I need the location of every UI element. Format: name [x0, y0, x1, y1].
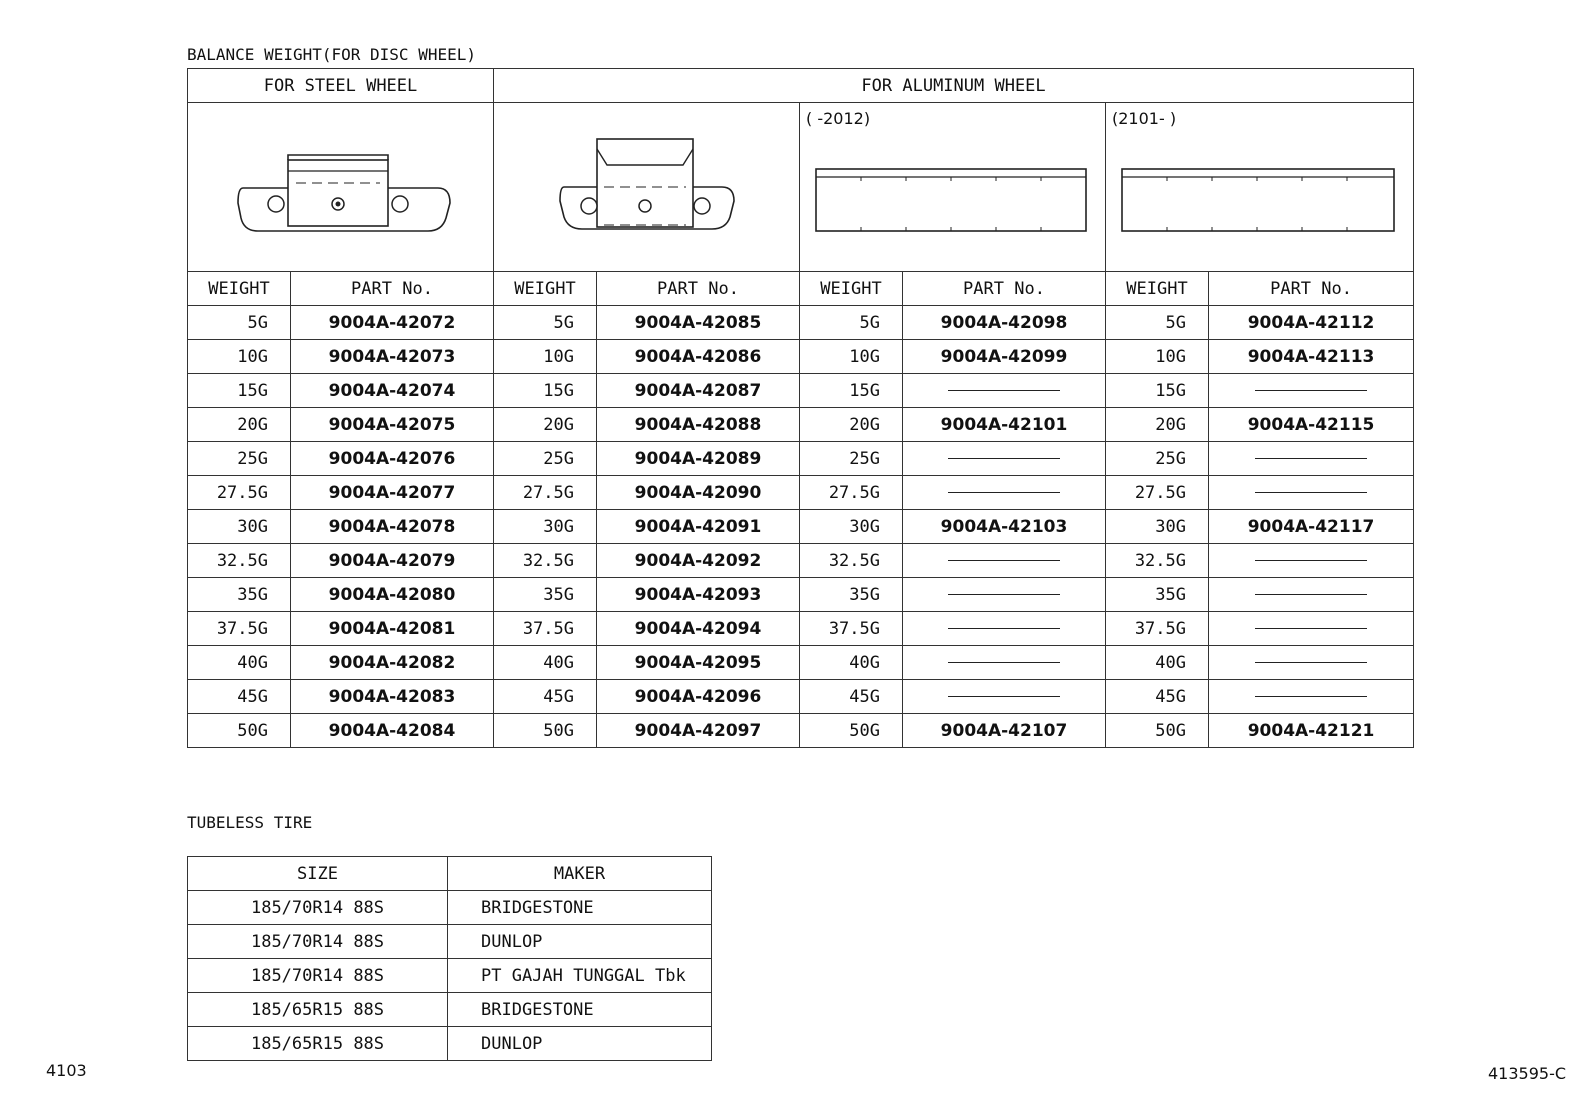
part-number-cell: 9004A-42098: [903, 306, 1106, 340]
part-number-cell: 9004A-42085: [597, 306, 800, 340]
part-number-cell: 9004A-42086: [597, 340, 800, 374]
part-number-empty: [903, 680, 1106, 714]
maker-column-header: MAKER: [448, 857, 712, 891]
tire-size-cell: 185/65R15 88S: [188, 993, 448, 1027]
part-number-cell: 9004A-42076: [291, 442, 494, 476]
part-number-cell: 9004A-42093: [597, 578, 800, 612]
part-number-empty: [1209, 646, 1414, 680]
tire-size-cell: 185/70R14 88S: [188, 959, 448, 993]
weight-cell: 5G: [188, 306, 291, 340]
not-available-dash: [948, 492, 1060, 493]
table-row: [188, 1027, 712, 1061]
date-range-label: (2101- ): [1112, 109, 1177, 128]
table-row: [188, 340, 1414, 374]
weight-cell: 40G: [494, 646, 597, 680]
weight-cell: 32.5G: [1106, 544, 1209, 578]
weight-cell: 35G: [188, 578, 291, 612]
weight-cell: 45G: [494, 680, 597, 714]
not-available-dash: [948, 594, 1060, 595]
part-number-cell: 9004A-42112: [1209, 306, 1414, 340]
part-number-cell: 9004A-42101: [903, 408, 1106, 442]
part-number-empty: [903, 374, 1106, 408]
weight-cell: 35G: [494, 578, 597, 612]
tire-size-cell: 185/70R14 88S: [188, 891, 448, 925]
part-number-cell: 9004A-42087: [597, 374, 800, 408]
table-row: [188, 510, 1414, 544]
tire-maker-cell: DUNLOP: [448, 925, 712, 959]
weight-cell: 40G: [188, 646, 291, 680]
weight-cell: 37.5G: [494, 612, 597, 646]
tire-size-cell: 185/65R15 88S: [188, 1027, 448, 1061]
part-number-cell: 9004A-42091: [597, 510, 800, 544]
not-available-dash: [1255, 560, 1367, 561]
weight-cell: 20G: [188, 408, 291, 442]
weight-cell: 10G: [800, 340, 903, 374]
weight-column-header: WEIGHT: [800, 272, 903, 306]
table-row: [188, 374, 1414, 408]
part-number-cell: 9004A-42113: [1209, 340, 1414, 374]
part-number-empty: [903, 544, 1106, 578]
part-number-cell: 9004A-42081: [291, 612, 494, 646]
weight-cell: 50G: [494, 714, 597, 748]
weight-cell: 45G: [800, 680, 903, 714]
steel-clip-weight-illustration: [188, 103, 494, 272]
table-row: [188, 646, 1414, 680]
weight-cell: 40G: [800, 646, 903, 680]
weight-cell: 20G: [800, 408, 903, 442]
not-available-dash: [1255, 390, 1367, 391]
part-number-empty: [1209, 544, 1414, 578]
not-available-dash: [1255, 696, 1367, 697]
weight-cell: 37.5G: [1106, 612, 1209, 646]
table-row: [188, 408, 1414, 442]
weight-cell: 25G: [188, 442, 291, 476]
adhesive-weight-illustration: [800, 103, 1106, 272]
date-range-label: ( -2012): [806, 109, 871, 128]
weight-cell: 35G: [800, 578, 903, 612]
page-number: 4103: [46, 1061, 87, 1080]
weight-cell: 30G: [1106, 510, 1209, 544]
tire-maker-cell: PT GAJAH TUNGGAL Tbk: [448, 959, 712, 993]
aluminum-wheel-header: FOR ALUMINUM WHEEL: [494, 69, 1414, 103]
table-row: [188, 891, 712, 925]
part-number-empty: [1209, 442, 1414, 476]
part-number-cell: 9004A-42072: [291, 306, 494, 340]
part-number-cell: 9004A-42090: [597, 476, 800, 510]
tire-maker-cell: DUNLOP: [448, 1027, 712, 1061]
weight-cell: 30G: [800, 510, 903, 544]
weight-cell: 25G: [1106, 442, 1209, 476]
balance-weight-title: BALANCE WEIGHT(FOR DISC WHEEL): [187, 45, 476, 64]
not-available-dash: [948, 662, 1060, 663]
weight-cell: 5G: [494, 306, 597, 340]
table-row: [188, 544, 1414, 578]
part-number-cell: 9004A-42095: [597, 646, 800, 680]
adhesive-weight-illustration-cell-b: [1106, 103, 1414, 272]
part-number-cell: 9004A-42103: [903, 510, 1106, 544]
weight-column-header: WEIGHT: [188, 272, 291, 306]
not-available-dash: [1255, 492, 1367, 493]
table-row: [188, 714, 1414, 748]
part-number-empty: [903, 646, 1106, 680]
not-available-dash: [1255, 662, 1367, 663]
part-number-empty: [903, 442, 1106, 476]
weight-cell: 15G: [188, 374, 291, 408]
table-row: [188, 959, 712, 993]
part-number-cell: 9004A-42078: [291, 510, 494, 544]
part-no-column-header: PART No.: [597, 272, 800, 306]
part-number-cell: 9004A-42088: [597, 408, 800, 442]
weight-cell: 50G: [800, 714, 903, 748]
part-number-cell: 9004A-42080: [291, 578, 494, 612]
not-available-dash: [948, 390, 1060, 391]
part-no-column-header: PART No.: [291, 272, 494, 306]
part-number-cell: 9004A-42117: [1209, 510, 1414, 544]
table-row: [188, 993, 712, 1027]
weight-cell: 5G: [800, 306, 903, 340]
part-number-cell: 9004A-42096: [597, 680, 800, 714]
weight-column-header: WEIGHT: [1106, 272, 1209, 306]
table-row: [188, 680, 1414, 714]
part-number-cell: 9004A-42075: [291, 408, 494, 442]
not-available-dash: [948, 560, 1060, 561]
weight-cell: 37.5G: [188, 612, 291, 646]
weight-cell: 30G: [494, 510, 597, 544]
part-number-empty: [903, 578, 1106, 612]
part-number-empty: [903, 476, 1106, 510]
adhesive-weight-illustration: [1106, 103, 1412, 272]
tire-maker-cell: BRIDGESTONE: [448, 993, 712, 1027]
table-row: [188, 442, 1414, 476]
weight-cell: 27.5G: [1106, 476, 1209, 510]
weight-cell: 50G: [1106, 714, 1209, 748]
table-row: [188, 612, 1414, 646]
weight-cell: 40G: [1106, 646, 1209, 680]
weight-column-header: WEIGHT: [494, 272, 597, 306]
part-number-cell: 9004A-42073: [291, 340, 494, 374]
weight-cell: 20G: [1106, 408, 1209, 442]
not-available-dash: [1255, 458, 1367, 459]
part-number-empty: [903, 612, 1106, 646]
table-row: [188, 925, 712, 959]
tire-maker-cell: BRIDGESTONE: [448, 891, 712, 925]
weight-cell: 15G: [800, 374, 903, 408]
part-number-empty: [1209, 374, 1414, 408]
weight-cell: 32.5G: [188, 544, 291, 578]
part-number-cell: 9004A-42083: [291, 680, 494, 714]
aluminum-clip-weight-illustration: [494, 103, 800, 272]
size-column-header: SIZE: [188, 857, 448, 891]
weight-cell: 10G: [494, 340, 597, 374]
weight-cell: 45G: [188, 680, 291, 714]
tubeless-tire-table: [187, 856, 712, 1061]
weight-cell: 20G: [494, 408, 597, 442]
adhesive-weight-illustration-cell-a: [800, 103, 1106, 272]
part-number-cell: 9004A-42074: [291, 374, 494, 408]
part-number-cell: 9004A-42077: [291, 476, 494, 510]
weight-cell: 30G: [188, 510, 291, 544]
part-number-empty: [1209, 578, 1414, 612]
steel-wheel-header: FOR STEEL WHEEL: [188, 69, 494, 103]
weight-cell: 25G: [800, 442, 903, 476]
part-number-cell: 9004A-42115: [1209, 408, 1414, 442]
not-available-dash: [948, 696, 1060, 697]
weight-cell: 27.5G: [494, 476, 597, 510]
part-number-empty: [1209, 476, 1414, 510]
table-row: [188, 476, 1414, 510]
not-available-dash: [948, 628, 1060, 629]
not-available-dash: [948, 458, 1060, 459]
part-no-column-header: PART No.: [903, 272, 1106, 306]
part-number-cell: 9004A-42082: [291, 646, 494, 680]
weight-cell: 32.5G: [494, 544, 597, 578]
weight-cell: 32.5G: [800, 544, 903, 578]
part-number-cell: 9004A-42107: [903, 714, 1106, 748]
weight-cell: 25G: [494, 442, 597, 476]
weight-cell: 15G: [1106, 374, 1209, 408]
weight-cell: 5G: [1106, 306, 1209, 340]
balance-weight-table: [187, 68, 1414, 748]
weight-cell: 50G: [188, 714, 291, 748]
part-number-cell: 9004A-42097: [597, 714, 800, 748]
part-number-cell: 9004A-42079: [291, 544, 494, 578]
part-number-cell: 9004A-42084: [291, 714, 494, 748]
weight-cell: 27.5G: [800, 476, 903, 510]
weight-cell: 27.5G: [188, 476, 291, 510]
aluminum-weight-illustration-cell: [494, 103, 800, 272]
table-row: [188, 578, 1414, 612]
weight-cell: 35G: [1106, 578, 1209, 612]
part-no-column-header: PART No.: [1209, 272, 1414, 306]
weight-cell: 10G: [1106, 340, 1209, 374]
part-number-cell: 9004A-42089: [597, 442, 800, 476]
tubeless-tire-title: TUBELESS TIRE: [187, 813, 313, 832]
part-number-cell: 9004A-42099: [903, 340, 1106, 374]
not-available-dash: [1255, 594, 1367, 595]
not-available-dash: [1255, 628, 1367, 629]
part-number-empty: [1209, 680, 1414, 714]
weight-cell: 37.5G: [800, 612, 903, 646]
weight-cell: 45G: [1106, 680, 1209, 714]
weight-cell: 10G: [188, 340, 291, 374]
tire-size-cell: 185/70R14 88S: [188, 925, 448, 959]
part-number-empty: [1209, 612, 1414, 646]
weight-cell: 15G: [494, 374, 597, 408]
table-row: [188, 306, 1414, 340]
figure-code: 413595-C: [1488, 1064, 1567, 1083]
part-number-cell: 9004A-42121: [1209, 714, 1414, 748]
part-number-cell: 9004A-42094: [597, 612, 800, 646]
steel-weight-illustration-cell: [188, 103, 494, 272]
part-number-cell: 9004A-42092: [597, 544, 800, 578]
